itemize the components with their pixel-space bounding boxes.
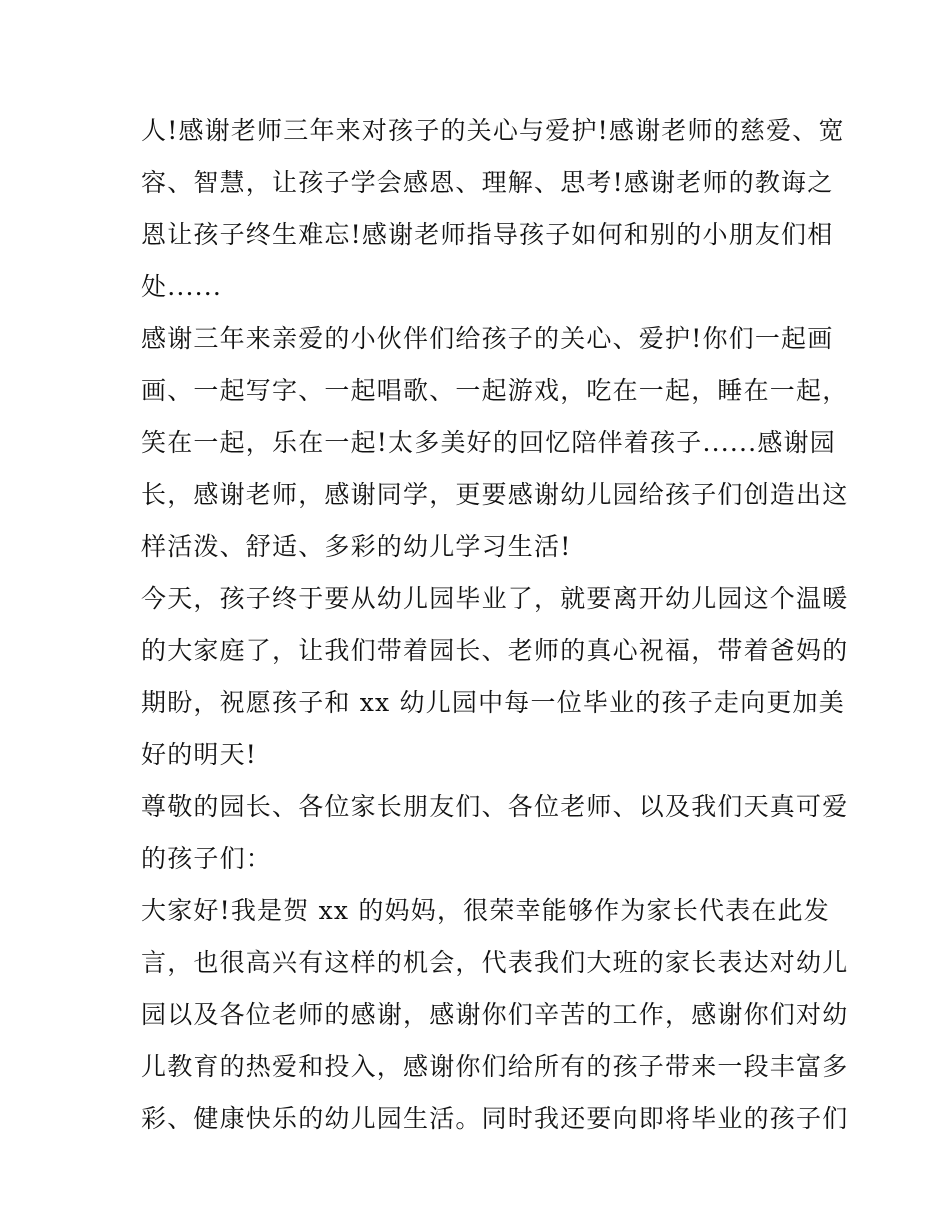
text-line: 容、智慧，让孩子学会感恩、理解、思考!感谢老师的教诲之 xyxy=(141,168,834,197)
text-line: 的孩子们： xyxy=(141,844,273,873)
text-line: 笑在一起，乐在一起!太多美好的回忆陪伴着孩子......感谢园 xyxy=(141,428,836,457)
text-line: 恩让孩子终生难忘!感谢老师指导孩子如何和别的小朋友们相 xyxy=(141,220,834,249)
text-line: 园以及各位老师的感谢，感谢你们辛苦的工作，感谢你们对幼 xyxy=(141,1000,849,1029)
text-line: 处...... xyxy=(141,272,223,301)
text-line: 感谢三年来亲爱的小伙伴们给孩子的关心、爱护!你们一起画 xyxy=(141,324,834,353)
text-line: 人!感谢老师三年来对孩子的关心与爱护!感谢老师的慈爱、宽 xyxy=(141,116,845,145)
text-line: 长，感谢老师，感谢同学，更要感谢幼儿园给孩子们创造出这 xyxy=(141,480,849,509)
text-line: 彩、健康快乐的幼儿园生活。同时我还要向即将毕业的孩子们 xyxy=(141,1104,849,1133)
text-line: 样活泼、舒适、多彩的幼儿学习生活! xyxy=(141,532,572,561)
text-line: 尊敬的园长、各位家长朋友们、各位老师、以及我们天真可爱 xyxy=(141,792,849,821)
text-line: 今天，孩子终于要从幼儿园毕业了，就要离开幼儿园这个温暖 xyxy=(141,584,849,613)
text-line: 言，也很高兴有这样的机会，代表我们大班的家长表达对幼儿 xyxy=(141,948,849,977)
text-line: 儿教育的热爱和投入，感谢你们给所有的孩子带来一段丰富多 xyxy=(141,1052,849,1081)
text-line: 好的明天! xyxy=(141,740,258,769)
text-line: 期盼，祝愿孩子和 xx 幼儿园中每一位毕业的孩子走向更加美 xyxy=(141,688,845,717)
text-line: 画、一起写字、一起唱歌、一起游戏，吃在一起，睡在一起， xyxy=(141,376,849,405)
text-line: 的大家庭了，让我们带着园长、老师的真心祝福，带着爸妈的 xyxy=(141,636,849,665)
body-text xyxy=(141,105,849,1145)
text-line: 大家好!我是贺 xx 的妈妈，很荣幸能够作为家长代表在此发 xyxy=(141,896,830,925)
